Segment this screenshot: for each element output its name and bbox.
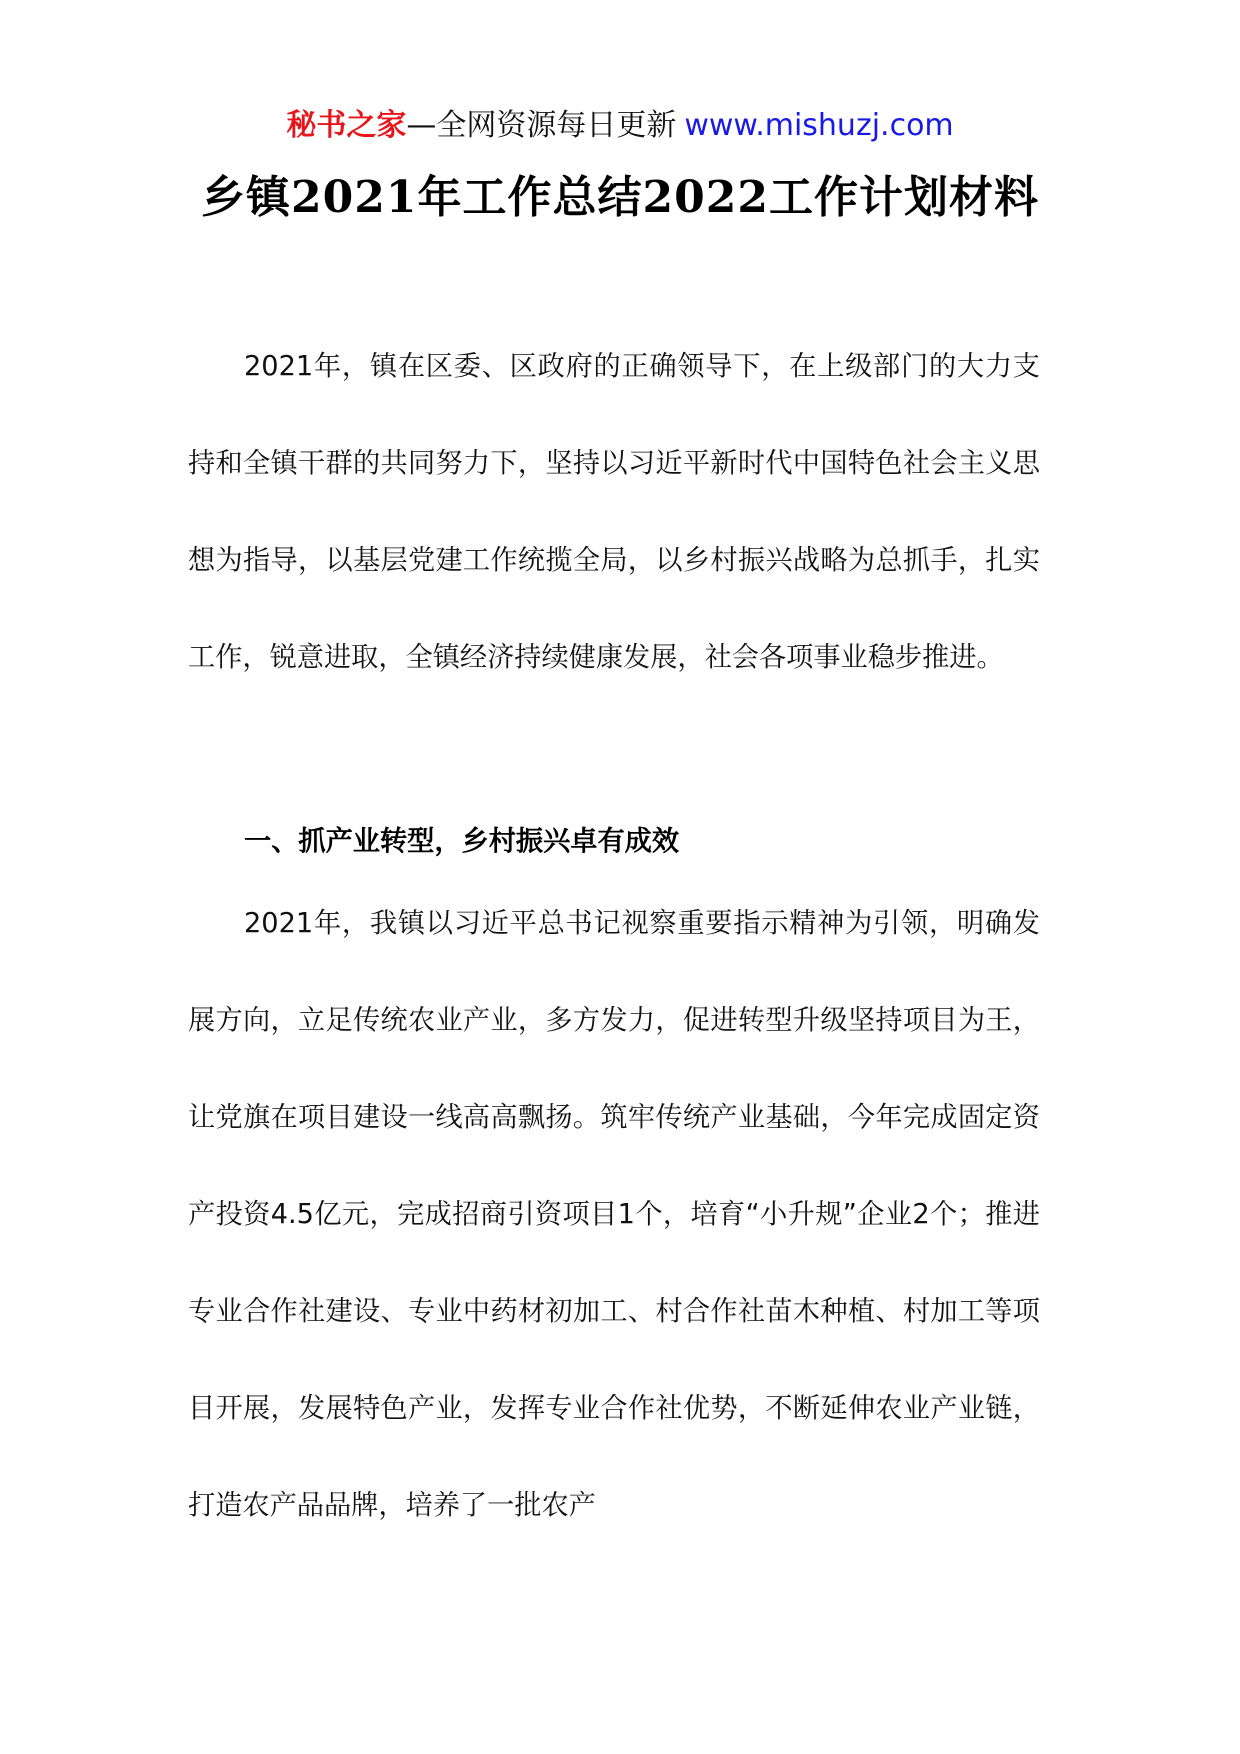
site-url-link[interactable]: www.mishuzj.com — [684, 108, 954, 143]
site-header — [0, 104, 1240, 148]
header-tagline: —全网资源每日更新 — [406, 108, 677, 143]
section-heading: 一、抓产业转型，乡村振兴卓有成效 — [244, 826, 680, 857]
brand-name: 秘书之家 — [286, 108, 407, 143]
document-title: 乡镇2021年工作总结2022工作计划材料 — [201, 172, 1039, 223]
intro-paragraph: 2021年，镇在区委、区政府的正确领导下，在上级部门的大力支持和全镇干群的共同努力下，坚持以习近平新时代中国特色社会主义思想为指导，以基层党建工作统揽全局，以乡村振兴战略为总抓手，扎实工作，锐意进取，全镇经济持续健康发展，社会各项事业稳步推进。 — [188, 351, 1040, 673]
section-paragraph: 2021年，我镇以习近平总书记视察重要指示精神为引领，明确发展方向，立足传统农业产业，多方发力，促进转型升级坚持项目为王，让党旗在项目建设一线高高飘扬。筑牢传统产业基础，今年完成固定资产投资4.5亿元，完成招商引资项目1个，培育“小升规”企业2个；推进专业合作社建设、专业中药材初加工、村合作社苗木种植、村加工等项目开展，发展特色产业，发挥专业合作社优势，不断延伸农业产业链，打造农产品品牌，培养了一批农产 — [188, 908, 1040, 1521]
